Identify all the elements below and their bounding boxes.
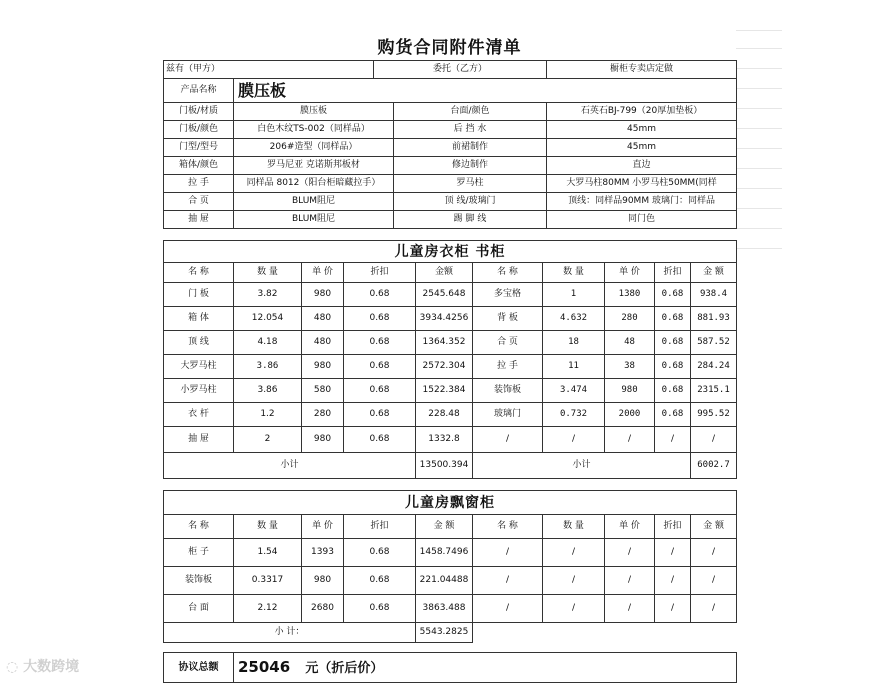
spec-row (164, 121, 737, 139)
column-header: 单 价 (302, 263, 344, 283)
party-a-label: 兹有（甲方） (164, 61, 374, 79)
subtotal-label: 小计 (164, 453, 416, 479)
cell: 980 (605, 379, 655, 403)
cell: 3.86 (234, 355, 302, 379)
header-row (164, 61, 737, 79)
cell: 1522.384 (416, 379, 473, 403)
spec-value: 顶线：同样品90MM 玻璃门：同样品 (547, 193, 737, 211)
spec-label: 合 页 (164, 193, 234, 211)
cell: 0.732 (543, 403, 605, 427)
spec-value: 白色木纹TS-002（同样品） (234, 121, 394, 139)
cell: 587.52 (691, 331, 737, 355)
spec-row (164, 157, 737, 175)
cell: 多宝格 (473, 283, 543, 307)
cell: 938.4 (691, 283, 737, 307)
cell: 1.54 (234, 539, 302, 567)
column-header: 折扣 (344, 515, 416, 539)
cell: 48 (605, 331, 655, 355)
table-row (164, 283, 737, 307)
cell: 1393 (302, 539, 344, 567)
table-row (164, 403, 737, 427)
column-header: 金 额 (691, 263, 737, 283)
spec-label: 门型/型号 (164, 139, 234, 157)
spec-value: 罗马尼亚 克诺斯邦板材 (234, 157, 394, 175)
cell: 480 (302, 307, 344, 331)
cell: 合 页 (473, 331, 543, 355)
column-header: 单 价 (605, 263, 655, 283)
product-label: 产品名称 (164, 79, 234, 103)
column-header: 数 量 (234, 263, 302, 283)
column-header: 名 称 (164, 515, 234, 539)
cell: 大罗马柱 (164, 355, 234, 379)
cell: 拉 手 (473, 355, 543, 379)
column-header: 数 量 (543, 263, 605, 283)
section-title: 儿童房飘窗柜 (164, 491, 737, 515)
spec-row (164, 175, 737, 193)
cell: 1364.352 (416, 331, 473, 355)
spec-value: 206#造型（同样品） (234, 139, 394, 157)
cell: / (473, 595, 543, 623)
cell: 台 面 (164, 595, 234, 623)
column-header: 折扣 (344, 263, 416, 283)
column-header: 数 量 (234, 515, 302, 539)
cell: 背 板 (473, 307, 543, 331)
spec-label: 抽 屉 (164, 211, 234, 229)
cell: 2.12 (234, 595, 302, 623)
cell: / (655, 539, 691, 567)
cell: 0.68 (655, 403, 691, 427)
cell: 0.68 (655, 283, 691, 307)
product-value: 膜压板 (234, 79, 737, 103)
cell: 4.632 (543, 307, 605, 331)
cell: 3.82 (234, 283, 302, 307)
spec-row (164, 139, 737, 157)
cell: 3934.4256 (416, 307, 473, 331)
column-header: 金 额 (691, 515, 737, 539)
cell: 11 (543, 355, 605, 379)
table-row (164, 427, 737, 453)
cell: / (473, 427, 543, 453)
column-header: 数 量 (543, 515, 605, 539)
subtotal-label: 小 计： (164, 623, 416, 643)
cell: 980 (302, 355, 344, 379)
spec-label: 罗马柱 (394, 175, 547, 193)
cell: 980 (302, 567, 344, 595)
cell: 1332.8 (416, 427, 473, 453)
column-header: 金 额 (416, 515, 473, 539)
spec-value: 直边 (547, 157, 737, 175)
cell: 980 (302, 427, 344, 453)
spec-label: 门板/材质 (164, 103, 234, 121)
cell: 0.68 (344, 379, 416, 403)
cell: 0.68 (344, 567, 416, 595)
cell: 881.93 (691, 307, 737, 331)
cell: 0.68 (344, 283, 416, 307)
spec-row (164, 193, 737, 211)
spec-label: 门板/颜色 (164, 121, 234, 139)
contract-sheet (163, 28, 736, 686)
table-row (164, 567, 737, 595)
cell: 0.68 (344, 331, 416, 355)
spec-label: 前裙制作 (394, 139, 547, 157)
spec-value: 大罗马柱80MM 小罗马柱50MM(同样 (547, 175, 737, 193)
cell: / (605, 595, 655, 623)
spec-value: BLUM阻尼 (234, 211, 394, 229)
cell: 顶 线 (164, 331, 234, 355)
cell: / (691, 539, 737, 567)
cell: / (543, 539, 605, 567)
spec-value: 膜压板 (234, 103, 394, 121)
spec-label: 台面/颜色 (394, 103, 547, 121)
cell: 0.68 (344, 595, 416, 623)
section-title: 儿童房衣柜 书柜 (164, 241, 737, 263)
total-value: 25046 (238, 658, 291, 676)
column-header: 金额 (416, 263, 473, 283)
spreadsheet-gridlines (736, 28, 782, 328)
spec-label: 修边制作 (394, 157, 547, 175)
cell: 抽 屉 (164, 427, 234, 453)
cell: / (543, 567, 605, 595)
watermark-text: 大数跨境 (23, 659, 80, 675)
cell: 12.054 (234, 307, 302, 331)
cell: 2000 (605, 403, 655, 427)
subtotal-value: 6002.7 (691, 453, 737, 479)
cell: 3.86 (234, 379, 302, 403)
cell: 0.68 (344, 307, 416, 331)
cell: 0.68 (344, 539, 416, 567)
watermark-logo-icon: ◌ (6, 659, 19, 675)
watermark (6, 656, 79, 676)
cell: 2 (234, 427, 302, 453)
spec-value: 同样品 8012（阳台柜暗藏拉手） (234, 175, 394, 193)
cell: 0.68 (344, 403, 416, 427)
cell: 3863.488 (416, 595, 473, 623)
cell: 0.68 (344, 355, 416, 379)
total-table (163, 652, 737, 683)
cell: 1458.7496 (416, 539, 473, 567)
party-b-label: 委托（乙方） (374, 61, 547, 79)
spec-label: 顶 线/玻璃门 (394, 193, 547, 211)
table-row (164, 355, 737, 379)
subtotal-value: 13500.394 (416, 453, 473, 479)
subtotal-row (164, 623, 737, 643)
table-row (164, 331, 737, 355)
subtotal-value: 5543.2825 (416, 623, 473, 643)
spec-label: 后 挡 水 (394, 121, 547, 139)
cell: / (655, 567, 691, 595)
spec-value: 石英石BJ-799（20厚加垫板） (547, 103, 737, 121)
cell: 0.68 (655, 355, 691, 379)
cell: 玻璃门 (473, 403, 543, 427)
cell: 装饰板 (473, 379, 543, 403)
cell: 衣 杆 (164, 403, 234, 427)
cell: 1.2 (234, 403, 302, 427)
cell: 箱 体 (164, 307, 234, 331)
document-title: 购货合同附件清单 (377, 38, 522, 58)
blank-cell (473, 623, 737, 643)
spec-value: BLUM阻尼 (234, 193, 394, 211)
cell: 柜 子 (164, 539, 234, 567)
table-header-row (164, 263, 737, 283)
cell: / (473, 539, 543, 567)
cell: 2315.1 (691, 379, 737, 403)
column-header: 单 价 (605, 515, 655, 539)
cell: 1380 (605, 283, 655, 307)
spec-label: 箱体/颜色 (164, 157, 234, 175)
subtotal-label: 小计 (473, 453, 691, 479)
spec-row (164, 211, 737, 229)
column-header: 折扣 (655, 263, 691, 283)
spec-row (164, 103, 737, 121)
column-header: 名 称 (473, 263, 543, 283)
cell: 0.68 (655, 379, 691, 403)
cell: 0.3317 (234, 567, 302, 595)
cell: 38 (605, 355, 655, 379)
total-amount (234, 653, 737, 683)
cell: 0.68 (655, 331, 691, 355)
cell: 221.04488 (416, 567, 473, 595)
cell: / (605, 427, 655, 453)
table-header-row (164, 515, 737, 539)
column-header: 名 称 (164, 263, 234, 283)
cell: / (605, 539, 655, 567)
cell: 3.474 (543, 379, 605, 403)
cell: 0.68 (655, 307, 691, 331)
spec-table (163, 60, 737, 229)
cell: 1 (543, 283, 605, 307)
spec-value: 同门色 (547, 211, 737, 229)
cell: 门 板 (164, 283, 234, 307)
spec-label: 踢 脚 线 (394, 211, 547, 229)
cell: / (543, 595, 605, 623)
cell: 980 (302, 283, 344, 307)
spec-label: 拉 手 (164, 175, 234, 193)
total-suffix: 元（折后价） (305, 661, 384, 676)
bay-window-table (163, 490, 737, 643)
cell: 284.24 (691, 355, 737, 379)
cell: 280 (302, 403, 344, 427)
cell: 480 (302, 331, 344, 355)
table-row (164, 379, 737, 403)
cell: / (605, 567, 655, 595)
column-header: 名 称 (473, 515, 543, 539)
product-row (164, 79, 737, 103)
cell: 228.48 (416, 403, 473, 427)
cell: 2680 (302, 595, 344, 623)
cell: / (655, 427, 691, 453)
table-row (164, 539, 737, 567)
cell: 小罗马柱 (164, 379, 234, 403)
total-label: 协议总额 (164, 653, 234, 683)
cell: / (691, 595, 737, 623)
cell: / (543, 427, 605, 453)
cell: / (691, 567, 737, 595)
cell: / (691, 427, 737, 453)
subtotal-row (164, 453, 737, 479)
spec-value: 45mm (547, 139, 737, 157)
column-header: 单 价 (302, 515, 344, 539)
column-header: 折扣 (655, 515, 691, 539)
cell: 0.68 (344, 427, 416, 453)
table-row (164, 307, 737, 331)
wardrobe-table (163, 240, 737, 479)
cell: 2545.648 (416, 283, 473, 307)
cell: 2572.304 (416, 355, 473, 379)
cell: 装饰板 (164, 567, 234, 595)
cell: / (655, 595, 691, 623)
cell: 995.52 (691, 403, 737, 427)
cell: 18 (543, 331, 605, 355)
party-b-value: 橱柜专卖店定做 (547, 61, 737, 79)
cell: / (473, 567, 543, 595)
cell: 580 (302, 379, 344, 403)
cell: 280 (605, 307, 655, 331)
table-row (164, 595, 737, 623)
spec-value: 45mm (547, 121, 737, 139)
cell: 4.18 (234, 331, 302, 355)
